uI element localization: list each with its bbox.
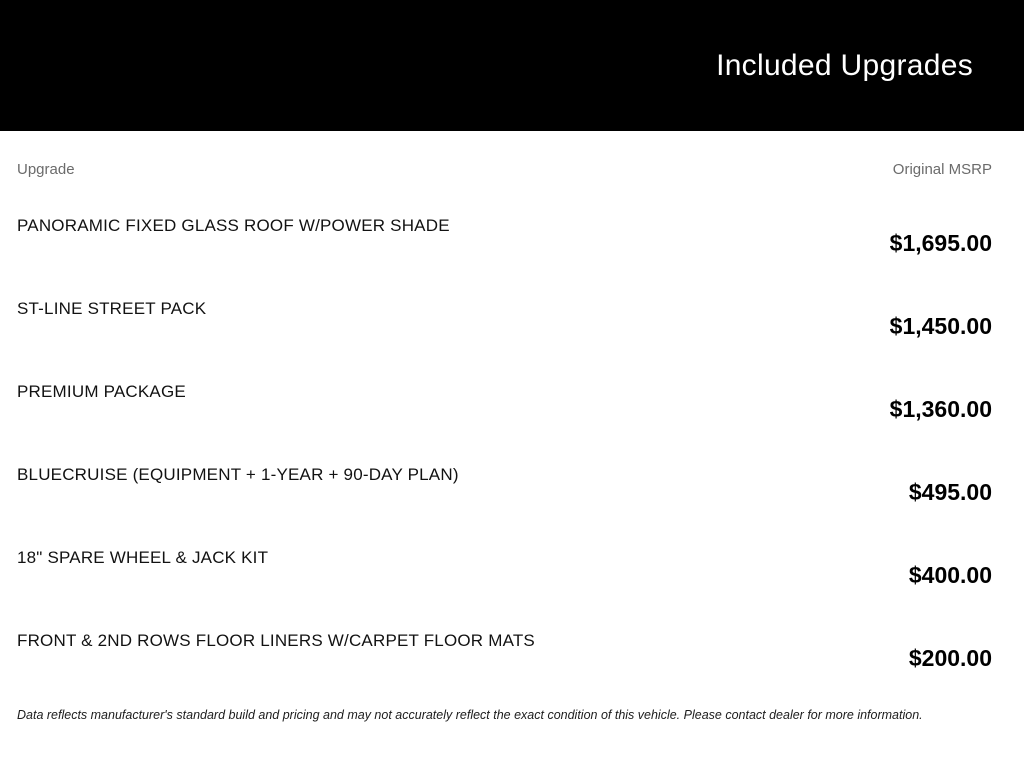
table-row <box>17 285 992 368</box>
table-row <box>17 617 992 700</box>
column-header-upgrade: Upgrade <box>17 161 75 178</box>
upgrade-name: FRONT & 2ND ROWS FLOOR LINERS W/CARPET FLOOR MATS <box>17 631 535 650</box>
upgrade-name: ST-LINE STREET PACK <box>17 299 207 318</box>
disclaimer-text: Data reflects manufacturer's standard build and pricing and may not accurately reflect the exact condition of this vehicle. Please contact dealer for more information. <box>17 708 923 722</box>
upgrades-table <box>0 131 1024 768</box>
panel-header <box>0 0 1024 131</box>
upgrade-price: $400.00 <box>908 562 992 588</box>
upgrade-name: BLUECRUISE (EQUIPMENT + 1-YEAR + 90-DAY PLAN) <box>17 465 459 484</box>
table-row <box>17 202 992 285</box>
table-row <box>17 368 992 451</box>
upgrade-price: $1,695.00 <box>889 230 992 256</box>
upgrade-name: 18" SPARE WHEEL & JACK KIT <box>17 548 269 567</box>
column-header-original-msrp: Original MSRP <box>892 161 992 178</box>
table-row <box>17 534 992 617</box>
upgrade-price: $200.00 <box>908 645 992 671</box>
table-column-headers <box>17 161 992 178</box>
upgrade-price: $1,360.00 <box>889 396 992 422</box>
upgrade-price: $1,450.00 <box>889 313 992 339</box>
upgrade-rows <box>17 202 992 700</box>
table-row <box>17 451 992 534</box>
upgrade-name: PREMIUM PACKAGE <box>17 382 186 401</box>
page-title: Included Upgrades <box>716 48 973 82</box>
upgrade-name: PANORAMIC FIXED GLASS ROOF W/POWER SHADE <box>17 216 450 235</box>
upgrade-price: $495.00 <box>908 479 992 505</box>
